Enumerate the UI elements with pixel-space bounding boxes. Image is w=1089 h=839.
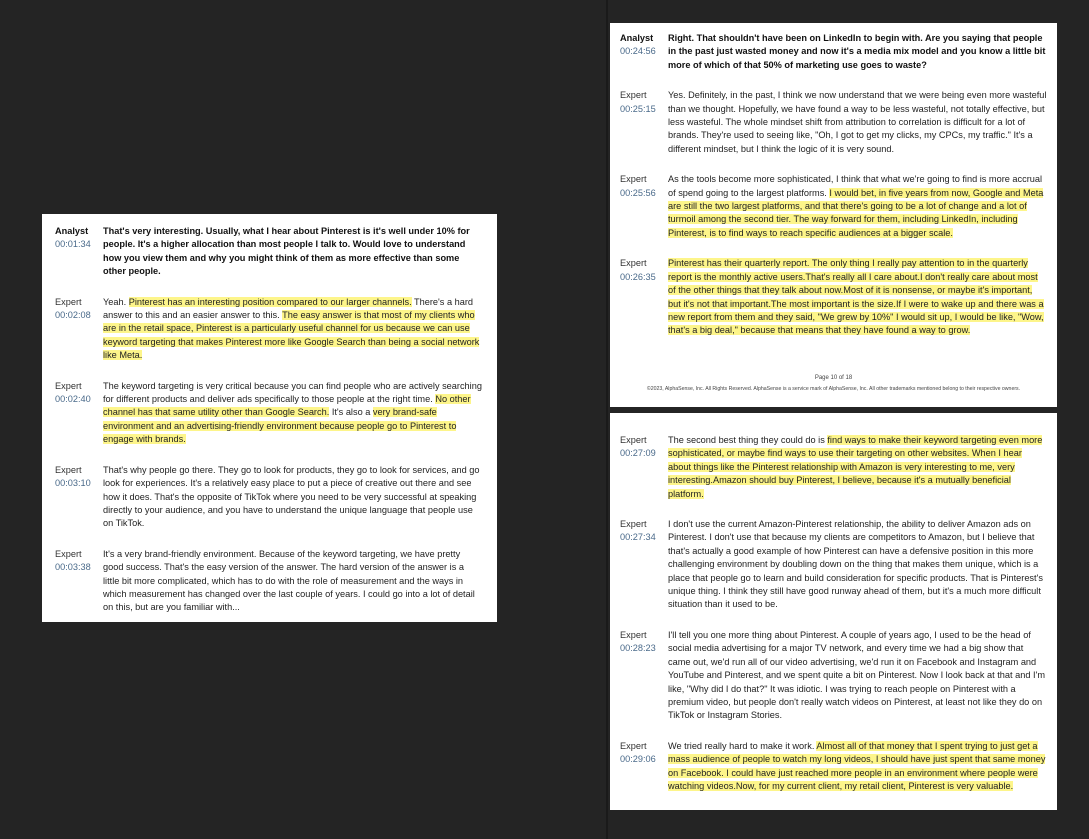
timestamp: 00:02:08 — [55, 310, 91, 321]
speaker-info — [55, 548, 103, 615]
transcript-text — [103, 296, 482, 363]
timestamp: 00:25:56 — [620, 187, 656, 198]
timestamp: 00:24:56 — [620, 46, 656, 57]
speaker-info — [55, 464, 103, 531]
speaker-info — [55, 380, 103, 447]
speaker-role: Analyst — [620, 33, 654, 43]
text-segment: I don't use the current Amazon-Pinterest relationship, the ability to deliver Amazon ads on Pinterest. I don't use that because my clients are competitors to Amazon, but I believe that that's actually a good example of how Pinterest can have a defensive position in this more challenging environment by doubling down on the thing that makes them unique, which is a place that people go to learn and build consideration for specific products. That is Pinterest's unique thing. I think they still have good runway ahead of them, but it's a much more difficult situation than it used to be. — [668, 519, 1043, 610]
timestamp: 00:25:15 — [620, 103, 656, 114]
transcript-text — [668, 518, 1047, 612]
speaker-info — [620, 518, 668, 612]
text-segment: That's why people go there. They go to look for products, they go to look for services, and go look for experiences. It's a relatively easy place to put a piece of creative out there and see how it does. That's the opposite of TikTok where you need to be very successful at speaking directly to your audience, and you have to understand the unique language that people use on TikTok. — [103, 464, 480, 529]
timestamp: 00:29:06 — [620, 754, 656, 765]
highlighted-text: Almost all of that money that I spent trying to just get a mass audience of people to watch my long videos, I should have just spent that same money on Facebook. I could have just reached more people in an environment where people were watching videos.Now, for my current client, my retail client, Pinterest is very valuable. — [668, 740, 1046, 791]
text-segment: It's a very brand-friendly environment. Because of the keyword targeting, we have pretty good success. That's the easy version of the answer. The hard version of the answer is a little bit more complicated, which has to do with the role of measurement and the ways in which measurement has changed over the last couple of years. I could go into a lot of detail on this, but are you familiar with... — [103, 548, 475, 613]
speaker-role: Expert — [620, 740, 647, 751]
speaker-role: Expert — [620, 174, 647, 185]
speaker-role: Expert — [55, 548, 82, 559]
speaker-role: Expert — [55, 464, 82, 475]
speaker-info — [55, 225, 103, 279]
highlighted-text: The easy answer is that most of my clients who are in the retail space, Pinterest is a particularly useful channel for us because we can use keyword targeting that makes Pinterest more like Google Search than being a social network like Meta. — [103, 310, 480, 361]
transcript-entry — [55, 296, 482, 363]
transcript-entry — [620, 257, 1047, 337]
viewer-divider — [606, 0, 608, 839]
speaker-info — [620, 257, 668, 337]
transcript-entry — [620, 434, 1047, 501]
timestamp: 00:27:34 — [620, 532, 656, 543]
transcript-entry — [620, 173, 1047, 240]
highlighted-text: find ways to make their keyword targeting even more sophisticated, or maybe find ways to use their targeting on other websites. When I hear about things like the Pinterest relationship with Amazon is very interesting to me, very interesting.Amazon should buy Pinterest, I believe, because it's a mutually beneficial platform. — [668, 435, 1043, 499]
speaker-info — [620, 740, 668, 794]
timestamp: 00:03:10 — [55, 478, 91, 489]
transcript-entry — [55, 225, 482, 279]
transcript-text — [103, 380, 482, 447]
page-number: Page 10 of 18 — [814, 375, 853, 381]
speaker-info — [620, 629, 668, 723]
transcript-page-11 — [610, 413, 1057, 810]
text-segment: It's also a — [329, 407, 373, 418]
speaker-info — [620, 89, 668, 156]
speaker-info — [620, 434, 668, 501]
transcript-entry — [620, 740, 1047, 794]
text-segment: Yeah. — [103, 296, 129, 307]
transcript-text — [103, 548, 482, 615]
highlighted-text: Pinterest has an interesting position compared to our larger channels. — [128, 296, 412, 307]
timestamp: 00:27:09 — [620, 448, 656, 459]
speaker-info — [620, 32, 668, 72]
text-segment: I'll tell you one more thing about Pinterest. A couple of years ago, I used to be the head of social media advertising for a major TV network, and every time we had a big show that came out, we'd run all of our video advertising, we'd run it on Facebook and Instagram and YouTube and Pinterest, and we spent quite a bit on Pinterest. Now I look back at that and I'm like, "Why did I do that?" It was idiotic. I was trying to reach people on Pinterest with a premium video, but people don't really watch videos on Pinterest, at least not like they do on TikTok or Instagram Stories. — [668, 629, 1045, 721]
speaker-info — [55, 296, 103, 363]
transcript-entry — [620, 518, 1047, 612]
text-segment: As the tools become more sophisticated, I think that what we're going to find is more accrual of spend going to the largest platforms. — [668, 174, 1043, 198]
speaker-role: Expert — [620, 90, 647, 101]
speaker-role: Expert — [55, 380, 82, 391]
highlighted-text: very brand-safe environment and an advertising-friendly environment because people go to Pinterest to engage with brands. — [103, 407, 457, 445]
transcript-page-10 — [610, 23, 1057, 407]
speaker-info — [620, 173, 668, 240]
transcript-entry — [55, 380, 482, 447]
highlighted-text: No other channel has that same utility other than Google Search. — [103, 394, 471, 418]
transcript-text — [668, 32, 1047, 72]
speaker-role: Expert — [620, 435, 647, 445]
transcript-text — [668, 257, 1047, 337]
speaker-role: Expert — [620, 519, 647, 530]
speaker-role: Expert — [620, 629, 647, 640]
transcript-text — [668, 629, 1047, 723]
text-segment: There's a hard answer to this and an easier answer to this. — [103, 296, 473, 321]
text-segment: That's very interesting. Usually, what I hear about Pinterest is it's well under 10% for people. It's a higher allocation than most people I talk to. Would love to understand how you view them and why you might think of them as more effective than some other people. — [103, 226, 470, 277]
timestamp: 00:01:34 — [55, 239, 91, 250]
speaker-role: Expert — [620, 258, 647, 269]
text-segment: The keyword targeting is very critical because you can find people who are actively searching for different products and deliver ads specifically to those people at the right time. — [103, 380, 482, 405]
transcript-text — [668, 173, 1047, 240]
transcript-text — [668, 434, 1047, 501]
transcript-entry — [620, 629, 1047, 723]
text-segment: Yes. Definitely, in the past, I think we now understand that we were being even more wasteful than we thought. Hopefully, we have found a way to be less wasteful, not totally effective, but less wasteful. The whole mindset shift from attribution to correlation is difficult for a lot of brands. They're used to seeing like, "Oh, I got to get my clicks, my CPCs, my traffic." It's a different mindset, but I think the logic of it is very sound. — [668, 90, 1047, 154]
transcript-text — [668, 89, 1047, 156]
timestamp: 00:26:35 — [620, 271, 656, 282]
text-segment: The second best thing they could do is — [668, 435, 828, 445]
transcript-text — [103, 225, 482, 279]
transcript-entry — [620, 32, 1047, 72]
transcript-entry — [55, 548, 482, 615]
speaker-role: Analyst — [55, 226, 89, 236]
copyright-notice: ©2023, AlphaSense, Inc. All Rights Reserved. AlphaSense is a service mark of AlphaSense, Inc. All other trademarks mentioned belong to their respective owners. — [646, 386, 1021, 392]
transcript-page-left — [42, 214, 497, 622]
transcript-text — [103, 464, 482, 531]
speaker-role: Expert — [55, 296, 82, 307]
timestamp: 00:03:38 — [55, 562, 91, 573]
timestamp: 00:02:40 — [55, 394, 91, 405]
transcript-entry — [620, 89, 1047, 156]
transcript-text — [668, 740, 1047, 794]
transcript-entry — [55, 464, 482, 531]
highlighted-text: Pinterest has their quarterly report. The only thing I really pay attention to in the quarterly report is the monthly active users.That's really all I care about.I don't really care about most of the other things that they talk about now.Most of it is nonsense, or maybe it's important, but it's not that important.The most important is the size.If I were to wake up and there was a new report from them and they said, "We grew by 10%" I would sit up, I would be like, "Wow, that's a big deal," because that means that they have found a way to grow. — [668, 258, 1044, 336]
highlighted-text: I would bet, in five years from now, Google and Meta are still the two largest platforms, and that there's going to be a lot of change and a lot of turmoil among the second tier. The way forward for them, including LinkedIn, including Pinterest, is to find ways to reach specific audiences at a bigger scale. — [668, 187, 1044, 238]
timestamp: 00:28:23 — [620, 643, 656, 654]
text-segment: We tried really hard to make it work. — [668, 740, 817, 751]
text-segment: Right. That shouldn't have been on LinkedIn to begin with. Are you saying that people in the past just wasted money and now it's a media mix model and you know a little bit more of which of that 50% of marketing use goes to waste? — [668, 33, 1046, 70]
